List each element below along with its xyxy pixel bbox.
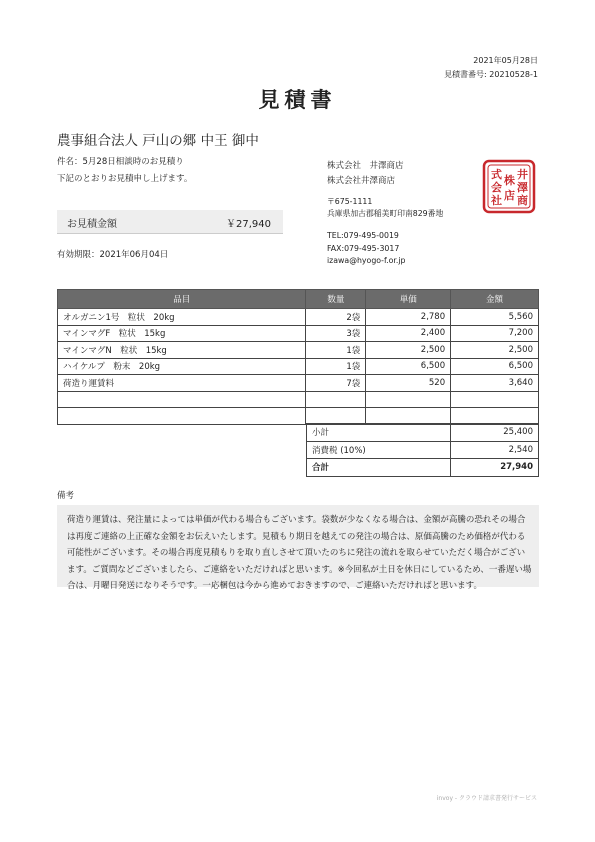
line-items-table <box>57 289 539 425</box>
intro-text: 下記のとおりお見積申し上げます。 <box>57 174 193 184</box>
row-item: 荷造り運賃料 <box>58 375 306 392</box>
row-item: オルガニン1号 粒状 20kg <box>58 309 306 326</box>
row-qty: 1袋 <box>306 342 366 359</box>
sender-contact <box>327 230 406 268</box>
notes-box <box>57 505 539 591</box>
table-row-empty <box>58 408 539 425</box>
sender-street: 兵庫県加古郡稲美町印南829番地 <box>327 209 444 218</box>
col-header-amount: 金額 <box>451 290 539 309</box>
svg-text:式: 式 <box>491 168 502 181</box>
footer-credit: invoy - クラウド請求書発行サービス <box>436 795 537 802</box>
subject-line: 件名：5月28日相談時のお見積り <box>57 157 184 167</box>
sender-company <box>327 159 404 189</box>
grand-total-value: 27,940 <box>451 459 539 477</box>
sender-company-name: 株式会社 井澤商店 <box>327 161 404 171</box>
estimate-amount-label: お見積金額 <box>67 219 117 230</box>
row-price: 2,400 <box>366 325 451 342</box>
sender-tel: TEL:079-495-0019 <box>327 231 399 240</box>
col-header-price: 単価 <box>366 290 451 309</box>
subtotal-row <box>307 424 539 442</box>
svg-text:会: 会 <box>491 181 502 194</box>
row-price: 2,500 <box>366 342 451 359</box>
header-meta <box>444 54 538 82</box>
row-price <box>366 391 451 408</box>
row-qty <box>306 408 366 425</box>
sender-postal: 〒675-1111 <box>327 197 373 206</box>
row-amount <box>451 408 539 425</box>
row-item: ハイケルプ 粉末 20kg <box>58 358 306 375</box>
table-row <box>58 375 539 392</box>
issue-date: 2021年05月28日 <box>473 56 538 65</box>
notes-text: 荷造り運賃は、発注量によっては単価が代わる場合もございます。袋数が少なくなる場合は、金額が高騰の恐れその場合は再度ご連絡の上正確な金額をお伝えいたします。見積もり期日を越えての発注の場合は、原価高騰のため価格が代わる可能性がございます。その場合再度見積もりを取り直しさせて頂いたのちに発注の流れを取らせていただく場合がございます。ご質問などございましたら、ご連絡をいただければと思います。※今回私が土日を休日にしているため、一番遅い場合は、月曜日発送になりそうです。一応梱包は今から進めておきますので、ご連絡いただければと思います。 <box>67 515 532 591</box>
subtotal-label: 小計 <box>307 424 451 442</box>
sender-company-name-2: 株式会社井澤商店 <box>327 176 396 186</box>
row-amount: 6,500 <box>451 358 539 375</box>
grand-total-label: 合計 <box>307 459 451 477</box>
recipient-name: 農事組合法人 戸山の郷 中王 御中 <box>57 133 259 149</box>
company-seal-stamp <box>482 159 536 214</box>
col-header-qty: 数量 <box>306 290 366 309</box>
grand-total-row <box>307 459 539 477</box>
row-qty: 7袋 <box>306 375 366 392</box>
page-title: 見積書 <box>258 88 337 112</box>
row-amount <box>451 391 539 408</box>
svg-text:株: 株 <box>504 174 515 187</box>
row-item <box>58 391 306 408</box>
estimate-amount-value: ￥27,940 <box>226 219 271 230</box>
row-price: 2,780 <box>366 309 451 326</box>
row-item <box>58 408 306 425</box>
svg-text:社: 社 <box>491 194 502 207</box>
estimate-number: 見積書番号: 20210528-1 <box>444 70 538 79</box>
row-amount: 7,200 <box>451 325 539 342</box>
totals-table <box>306 423 539 477</box>
sender-address <box>327 196 443 220</box>
row-qty <box>306 391 366 408</box>
expiry-date: 有効期限：2021年06月04日 <box>57 250 169 260</box>
table-row <box>58 309 539 326</box>
table-row <box>58 358 539 375</box>
sender-email[interactable]: izawa@hyogo-f.or.jp <box>327 256 406 265</box>
svg-text:店: 店 <box>504 189 515 202</box>
svg-text:商: 商 <box>517 194 528 207</box>
sender-fax: FAX:079-495-3017 <box>327 243 400 253</box>
tax-row <box>307 441 539 459</box>
row-item: マインマグN 粒状 15kg <box>58 342 306 359</box>
row-price: 520 <box>366 375 451 392</box>
row-item: マインマグF 粒状 15kg <box>58 325 306 342</box>
row-price <box>366 408 451 425</box>
row-qty: 1袋 <box>306 358 366 375</box>
col-header-item: 品目 <box>58 290 306 309</box>
table-row-empty <box>58 391 539 408</box>
svg-text:井: 井 <box>517 168 528 181</box>
svg-text:澤: 澤 <box>517 181 528 194</box>
table-row <box>58 342 539 359</box>
tax-label: 消費税 (10%) <box>307 441 451 459</box>
estimate-amount-box <box>57 210 283 234</box>
row-amount: 5,560 <box>451 309 539 326</box>
row-price: 6,500 <box>366 358 451 375</box>
notes-heading: 備考 <box>57 491 75 501</box>
row-amount: 3,640 <box>451 375 539 392</box>
row-qty: 2袋 <box>306 309 366 326</box>
row-qty: 3袋 <box>306 325 366 342</box>
row-amount: 2,500 <box>451 342 539 359</box>
subtotal-value: 25,400 <box>451 424 539 442</box>
tax-value: 2,540 <box>451 441 539 459</box>
table-row <box>58 325 539 342</box>
